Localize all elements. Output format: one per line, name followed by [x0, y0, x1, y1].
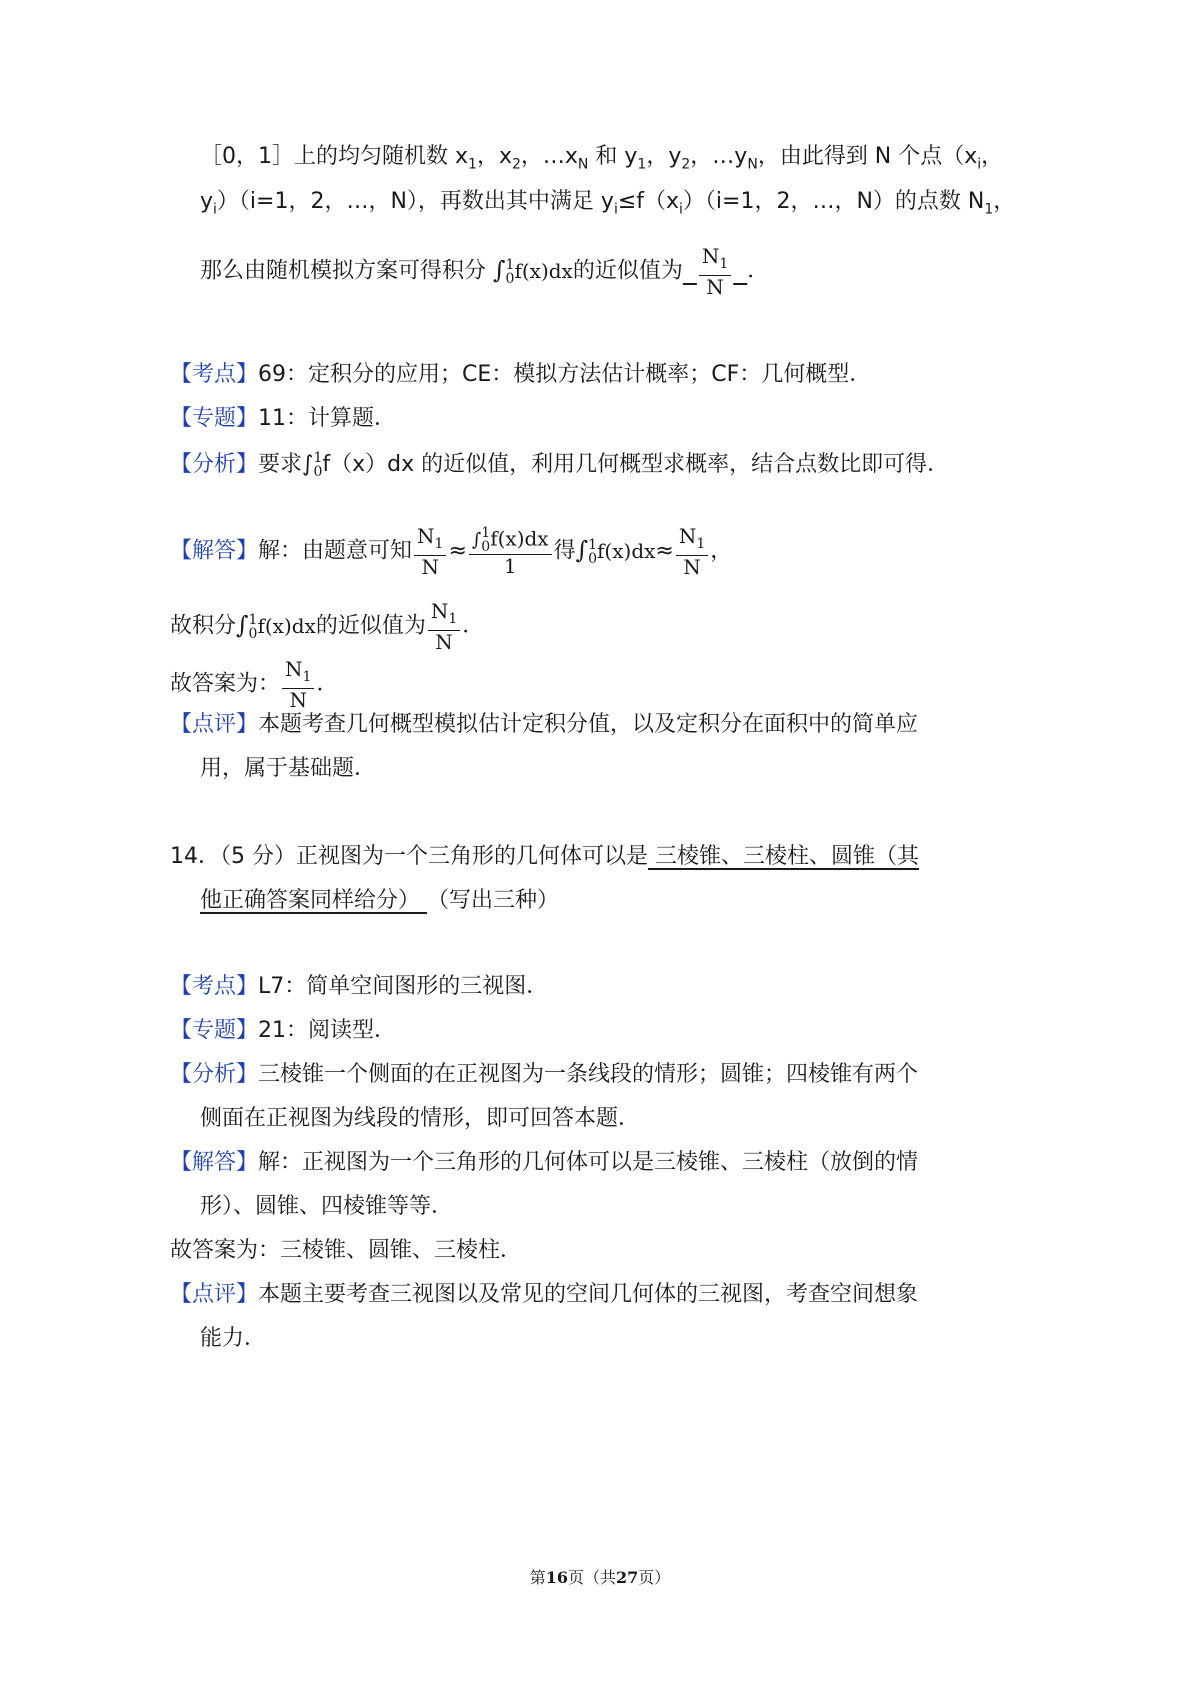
- prev-line-1: ［0，1］上的均匀随机数 $x_1$，$x_2$，$\dots x_N$ 和 $y_1$，$y_2$，$\dots y_N$，由此得到 N 个点（$x_i$，: [200, 144, 1004, 173]
- q14-daan: 故答案为：三棱锥、圆锥、三棱柱．: [170, 1238, 523, 1263]
- q13-dianping: 【点评】本题考查几何概型模拟估计定积分值，以及定积分在面积中的简单应: [170, 712, 919, 737]
- q14-dianping: 【点评】本题主要考查三视图以及常见的空间几何体的三视图，考查空间想象: [170, 1282, 919, 1307]
- page-total: 27: [616, 1568, 639, 1587]
- q13-guji: 故积分∫ 1 0 f(x)dx的近似值为 $\frac{N_1}{N}$ ．: [170, 599, 485, 654]
- q14-jieda: 【解答】解：正视图为一个三角形的几何体可以是三棱锥、三棱柱（放倒的情: [170, 1150, 919, 1175]
- q14-jieda-cont: 形）、圆锥、四棱锥等等．: [200, 1194, 454, 1219]
- page-number: 16: [545, 1568, 568, 1587]
- page-footer: 第16页（共27页）: [529, 1568, 671, 1587]
- integral-expression: ∫ 1 0 f(x)dx: [493, 255, 573, 287]
- q14-kaodian: 【考点】L7：简单空间图形的三视图．: [170, 974, 549, 999]
- q14-stem: 14．（5 分）正视图为一个三角形的几何体可以是 三棱锥、三棱柱、圆锥（其: [170, 844, 919, 869]
- answer-fraction: $\frac{N_1}{N}$: [699, 245, 731, 298]
- q13-dianping-cont: 用，属于基础题．: [200, 756, 377, 781]
- q14-dianping-cont: 能力．: [200, 1326, 267, 1351]
- prev-line-2: $y_i)(i=1$，2，…，N），再数出其中满足 $y_i\le f(x_i)(i=1$，2，…，N）的点数 $N_1$，: [200, 189, 1016, 218]
- q13-daan: 故答案为： $\frac{N_1}{N}$ ．: [170, 657, 339, 712]
- q14-zhuanti: 【专题】21：阅读型．: [170, 1018, 397, 1043]
- q13-fenxi: 【分析】要求∫ 1 0 f（x）dx 的近似值，利用几何概型求概率，结合点数比即可得．: [170, 450, 950, 480]
- q13-jieda: 【解答】解：由题意可知 $\frac{N_1}{N}$ ≈ ∫ 1 0 f(x)dx 1 得∫ 1 0 f(x)dx≈ $\frac{N_1}{N}$ ，: [170, 524, 733, 579]
- q13-kaodian: 【考点】69：定积分的应用；CE：模拟方法估计概率；CF：几何概型．: [170, 362, 872, 387]
- q14-fenxi: 【分析】三棱锥一个侧面的在正视图为一条线段的情形；圆锥；四棱锥有两个: [170, 1062, 919, 1087]
- prev-line-3: 那么由随机模拟方案可得积分 ∫ 1 0 f(x)dx的近似值为 $\frac{N_1}{N}$ ．: [200, 244, 770, 299]
- q14-stem-cont: 他正确答案同样给分） （写出三种）: [200, 888, 560, 913]
- q14-fenxi-cont: 侧面在正视图为线段的情形，即可回答本题．: [200, 1106, 641, 1131]
- q13-zhuanti: 【专题】11：计算题．: [170, 406, 397, 431]
